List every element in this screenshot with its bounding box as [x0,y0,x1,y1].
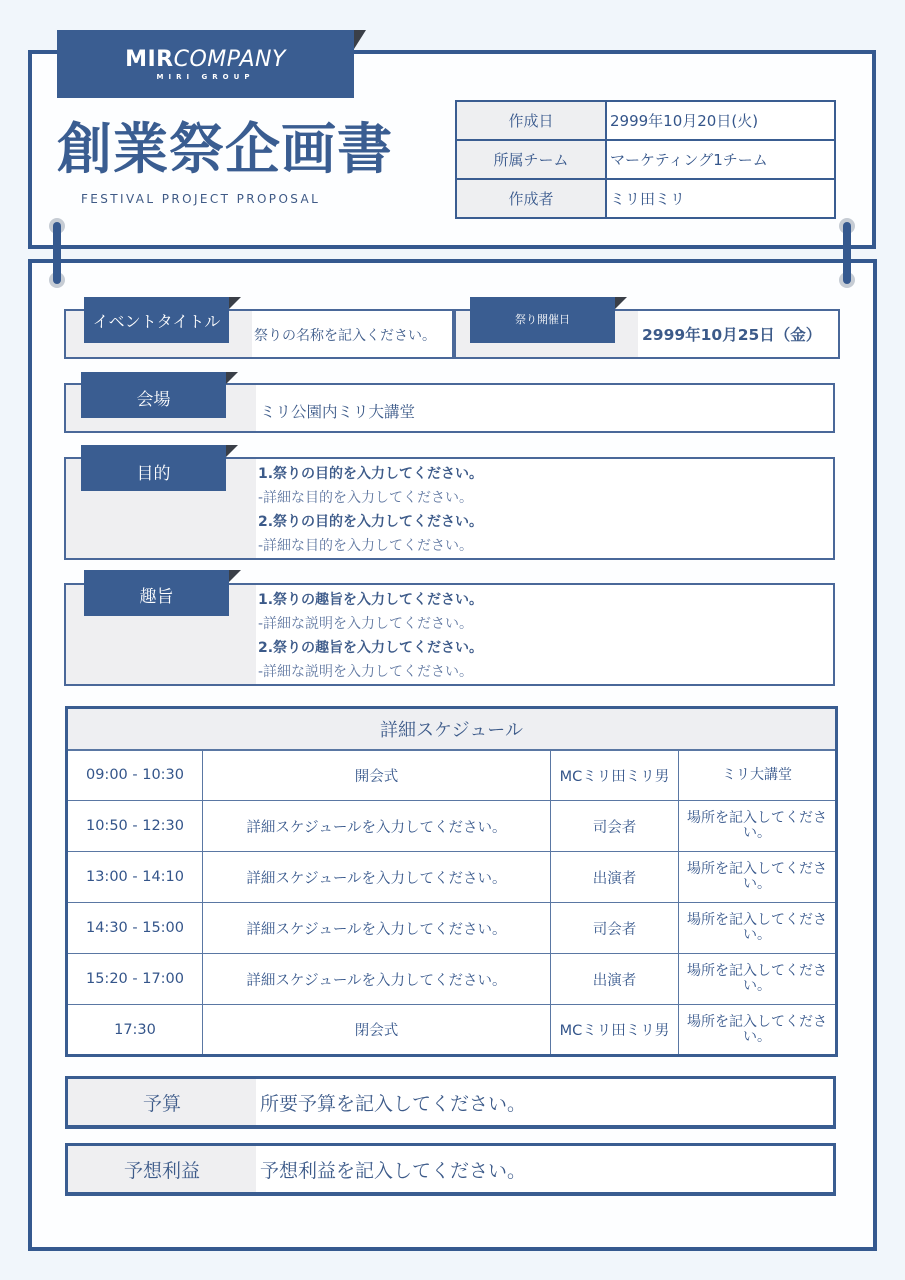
schedule-row [67,852,837,903]
schedule-row [67,750,837,801]
schedule-desc[interactable]: 開会式 [203,750,551,801]
profit-value[interactable]: 予想利益を記入してください。 [260,1159,527,1182]
meta-label: 作成者 [456,179,606,218]
event-date-label: 祭り開催日 [470,297,615,343]
intent-line: 1.祭りの趣旨を入力してください。 [258,592,484,608]
binder-ring-icon [53,222,61,284]
budget-field [65,1076,836,1129]
document-meta-table [455,100,836,219]
schedule-desc[interactable]: 詳細スケジュールを入力してください。 [203,801,551,852]
page-title: 創業祭企画書 [57,117,394,181]
schedule-title: 詳細スケジュール [67,708,837,750]
schedule-role[interactable]: 司会者 [551,801,679,852]
schedule-place[interactable]: 場所を記入してください。 [679,801,837,852]
schedule-role[interactable]: 出演者 [551,954,679,1005]
schedule-role[interactable]: 出演者 [551,852,679,903]
schedule-row [67,1005,837,1056]
schedule-desc[interactable]: 詳細スケジュールを入力してください。 [203,903,551,954]
profit-label: 予想利益 [68,1146,256,1192]
schedule-desc[interactable]: 閉会式 [203,1005,551,1056]
tag-fold-corner [229,297,241,309]
schedule-row [67,801,837,852]
schedule-place[interactable]: 場所を記入してください。 [679,954,837,1005]
meta-row-created-date [456,101,835,140]
schedule-desc[interactable]: 詳細スケジュールを入力してください。 [203,852,551,903]
schedule-role[interactable]: MCミリ田ミリ男 [551,750,679,801]
purpose-line: -詳細な目的を入力してください。 [258,538,474,554]
intent-line: 2.祭りの趣旨を入力してください。 [258,640,484,656]
binder-ring-icon [843,222,851,284]
intent-line: -詳細な説明を入力してください。 [258,616,474,632]
schedule-time[interactable]: 09:00 - 10:30 [67,750,203,801]
venue-label: 会場 [81,372,226,418]
company-logo [57,30,354,98]
logo-subtext: MIRI GROUP [156,72,255,81]
logo-mark: MIR [125,46,174,72]
meta-value-created-date[interactable]: 2999年10月20日(火) [606,101,835,140]
schedule-role[interactable]: 司会者 [551,903,679,954]
schedule-time[interactable]: 17:30 [67,1005,203,1056]
budget-value[interactable]: 所要予算を記入してください。 [260,1092,527,1115]
tag-fold-corner [226,372,238,384]
schedule-time[interactable]: 10:50 - 12:30 [67,801,203,852]
schedule-row [67,903,837,954]
purpose-text[interactable] [256,459,483,558]
event-date-value[interactable]: 2999年10月25日（金） [642,326,822,344]
meta-label: 所属チーム [456,140,606,179]
budget-label: 予算 [68,1079,256,1125]
purpose-line: -詳細な目的を入力してください。 [258,490,474,506]
logo-fold-corner [354,30,366,49]
schedule-place[interactable]: ミリ大講堂 [679,750,837,801]
schedule-desc[interactable]: 詳細スケジュールを入力してください。 [203,954,551,1005]
schedule-place[interactable]: 場所を記入してください。 [679,903,837,954]
schedule-table [65,706,838,1057]
meta-value-team[interactable]: マーケティング1チーム [606,140,835,179]
tag-fold-corner [229,570,241,582]
schedule-place[interactable]: 場所を記入してください。 [679,1005,837,1056]
tag-fold-corner [226,445,238,457]
intent-label: 趣旨 [84,570,229,616]
purpose-label: 目的 [81,445,226,491]
schedule-time[interactable]: 13:00 - 14:10 [67,852,203,903]
venue-value[interactable]: ミリ公園内ミリ大講堂 [260,403,416,421]
tag-fold-corner [615,297,627,309]
meta-row-author [456,179,835,218]
logo-wordmark [125,48,286,72]
page-subtitle: FESTIVAL PROJECT PROPOSAL [81,192,321,206]
schedule-role[interactable]: MCミリ田ミリ男 [551,1005,679,1056]
schedule-row [67,954,837,1005]
meta-value-author[interactable]: ミリ田ミリ [606,179,835,218]
profit-field [65,1143,836,1196]
logo-name: COMPANY [173,46,286,72]
schedule-time[interactable]: 15:20 - 17:00 [67,954,203,1005]
schedule-place[interactable]: 場所を記入してください。 [679,852,837,903]
meta-row-team [456,140,835,179]
event-title-label: イベントタイトル [84,297,229,343]
purpose-line: 1.祭りの目的を入力してください。 [258,466,484,482]
meta-label: 作成日 [456,101,606,140]
purpose-line: 2.祭りの目的を入力してください。 [258,514,484,530]
event-title-value[interactable]: 祭りの名称を記入ください。 [254,328,436,344]
intent-line: -詳細な説明を入力してください。 [258,664,474,680]
schedule-time[interactable]: 14:30 - 15:00 [67,903,203,954]
intent-text[interactable] [256,585,483,684]
